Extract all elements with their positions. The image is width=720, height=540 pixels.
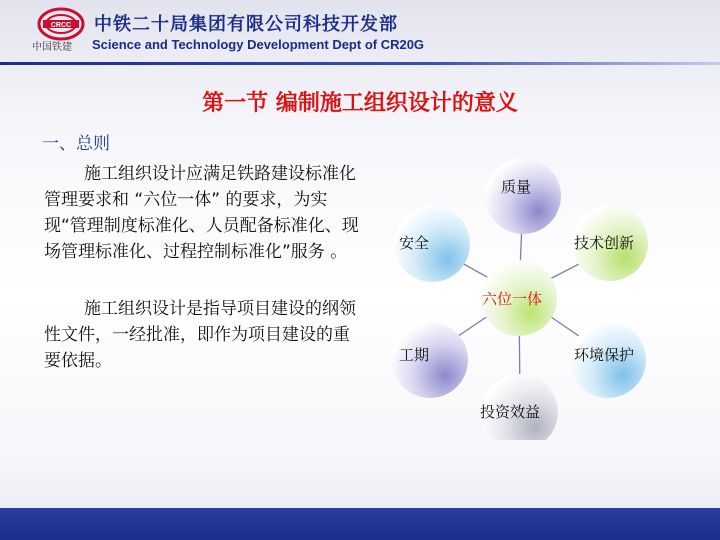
paragraph-2 bbox=[44, 296, 360, 374]
svg-text:CRCC: CRCC bbox=[50, 22, 72, 29]
six-in-one-diagram bbox=[380, 150, 680, 440]
header-divider bbox=[0, 62, 720, 65]
logo-caption: 中国铁建 bbox=[32, 42, 72, 53]
company-title-en: Science and Technology Development Dept of CR20G bbox=[92, 37, 425, 52]
node-label-environment: 环境保护 bbox=[574, 346, 635, 364]
slide-title: 第一节 编制施工组织设计的意义 bbox=[202, 91, 518, 116]
section-heading: 一、总则 bbox=[42, 134, 110, 154]
paragraph-2-text: 施工组织设计是指导项目建设的纲领性文件，一经批准，即作为项目建设的重要依据。 bbox=[44, 299, 356, 371]
slide-header bbox=[0, 0, 720, 62]
paragraph-1-text: 施工组织设计应满足铁路建设标准化管理要求和 “六位一体” 的要求，为实现“管理制度标准化、人员配备标准化、现场管理标准化、过程控制标准化”服务 。 bbox=[44, 164, 359, 262]
company-title: 中铁二十局集团有限公司科技开发部 bbox=[94, 14, 398, 35]
footer-bar bbox=[0, 508, 720, 540]
node-label-quality: 质量 bbox=[501, 178, 532, 196]
node-label-innovation: 技术创新 bbox=[574, 234, 635, 252]
node-label-investment: 投资效益 bbox=[480, 403, 541, 421]
center-label: 六位一体 bbox=[482, 290, 543, 308]
node-label-safety: 安全 bbox=[399, 234, 430, 252]
paragraph-1 bbox=[44, 161, 360, 265]
node-label-schedule: 工期 bbox=[399, 346, 430, 364]
